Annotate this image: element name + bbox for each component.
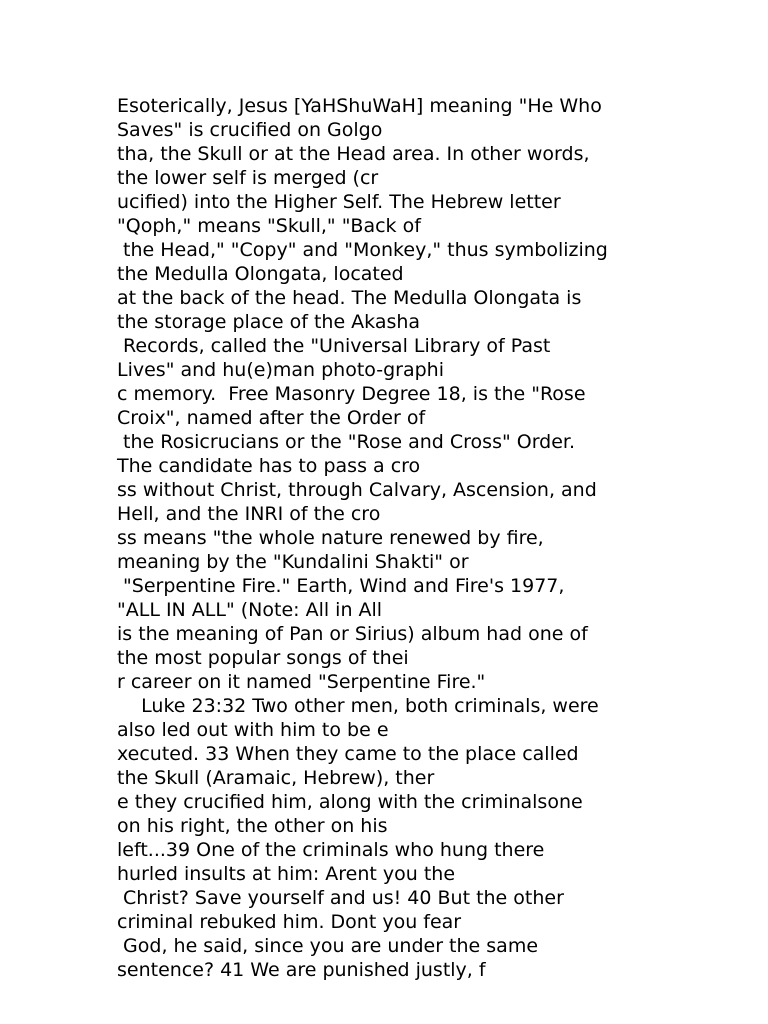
text-line: the storage place of the Akasha (117, 311, 421, 333)
text-line: criminal rebuked him. Dont you fear (117, 911, 462, 933)
document-body-text (117, 94, 677, 982)
text-line: e they crucified him, along with the criminalsone (117, 791, 583, 813)
text-line: Hell, and the INRI of the cro (117, 503, 381, 525)
text-line: at the back of the head. The Medulla Olongata is (117, 287, 582, 309)
text-line: "Serpentine Fire." Earth, Wind and Fire's 1977, (117, 575, 565, 597)
text-line: ss without Christ, through Calvary, Ascension, and (117, 479, 597, 501)
text-line: Lives" and hu(e)man photo-graphi (117, 359, 444, 381)
text-line: ss means "the whole nature renewed by fire, (117, 527, 544, 549)
text-line: r career on it named "Serpentine Fire." (117, 671, 486, 693)
text-line: tha, the Skull or at the Head area. In other words, (117, 143, 590, 165)
text-line: left...39 One of the criminals who hung there (117, 839, 545, 861)
text-line: is the meaning of Pan or Sirius) album had one of (117, 623, 588, 645)
text-line: on his right, the other on his (117, 815, 388, 837)
text-line: "Qoph," means "Skull," "Back of (117, 215, 421, 237)
text-line: xecuted. 33 When they came to the place called (117, 743, 579, 765)
text-line: Luke 23:32 Two other men, both criminals, were (117, 695, 599, 717)
text-line: Records, called the "Universal Library of Past (117, 335, 551, 357)
text-line: the Rosicrucians or the "Rose and Cross" Order. (117, 431, 576, 453)
text-line: the most popular songs of thei (117, 647, 409, 669)
text-line: ucified) into the Higher Self. The Hebrew letter (117, 191, 561, 213)
text-line: the Head," "Copy" and "Monkey," thus symbolizing (117, 239, 608, 261)
text-line: the Medulla Olongata, located (117, 263, 404, 285)
text-line: the lower self is merged (cr (117, 167, 379, 189)
text-line: God, he said, since you are under the same (117, 935, 539, 957)
text-line: the Skull (Aramaic, Hebrew), ther (117, 767, 435, 789)
text-line: Christ? Save yourself and us! 40 But the other (117, 887, 564, 909)
text-line: Esoterically, Jesus [YaHShuWaH] meaning "He Who (117, 95, 602, 117)
text-line: hurled insults at him: Arent you the (117, 863, 456, 885)
text-line: sentence? 41 We are punished justly, f (117, 959, 486, 981)
text-line: Saves" is crucified on Golgo (117, 119, 383, 141)
text-line: Croix", named after the Order of (117, 407, 426, 429)
text-line: c memory. Free Masonry Degree 18, is the "Rose (117, 383, 586, 405)
text-line: also led out with him to be e (117, 719, 389, 741)
text-line: meaning by the "Kundalini Shakti" or (117, 551, 469, 573)
text-line: The candidate has to pass a cro (117, 455, 421, 477)
text-line: "ALL IN ALL" (Note: All in All (117, 599, 383, 621)
